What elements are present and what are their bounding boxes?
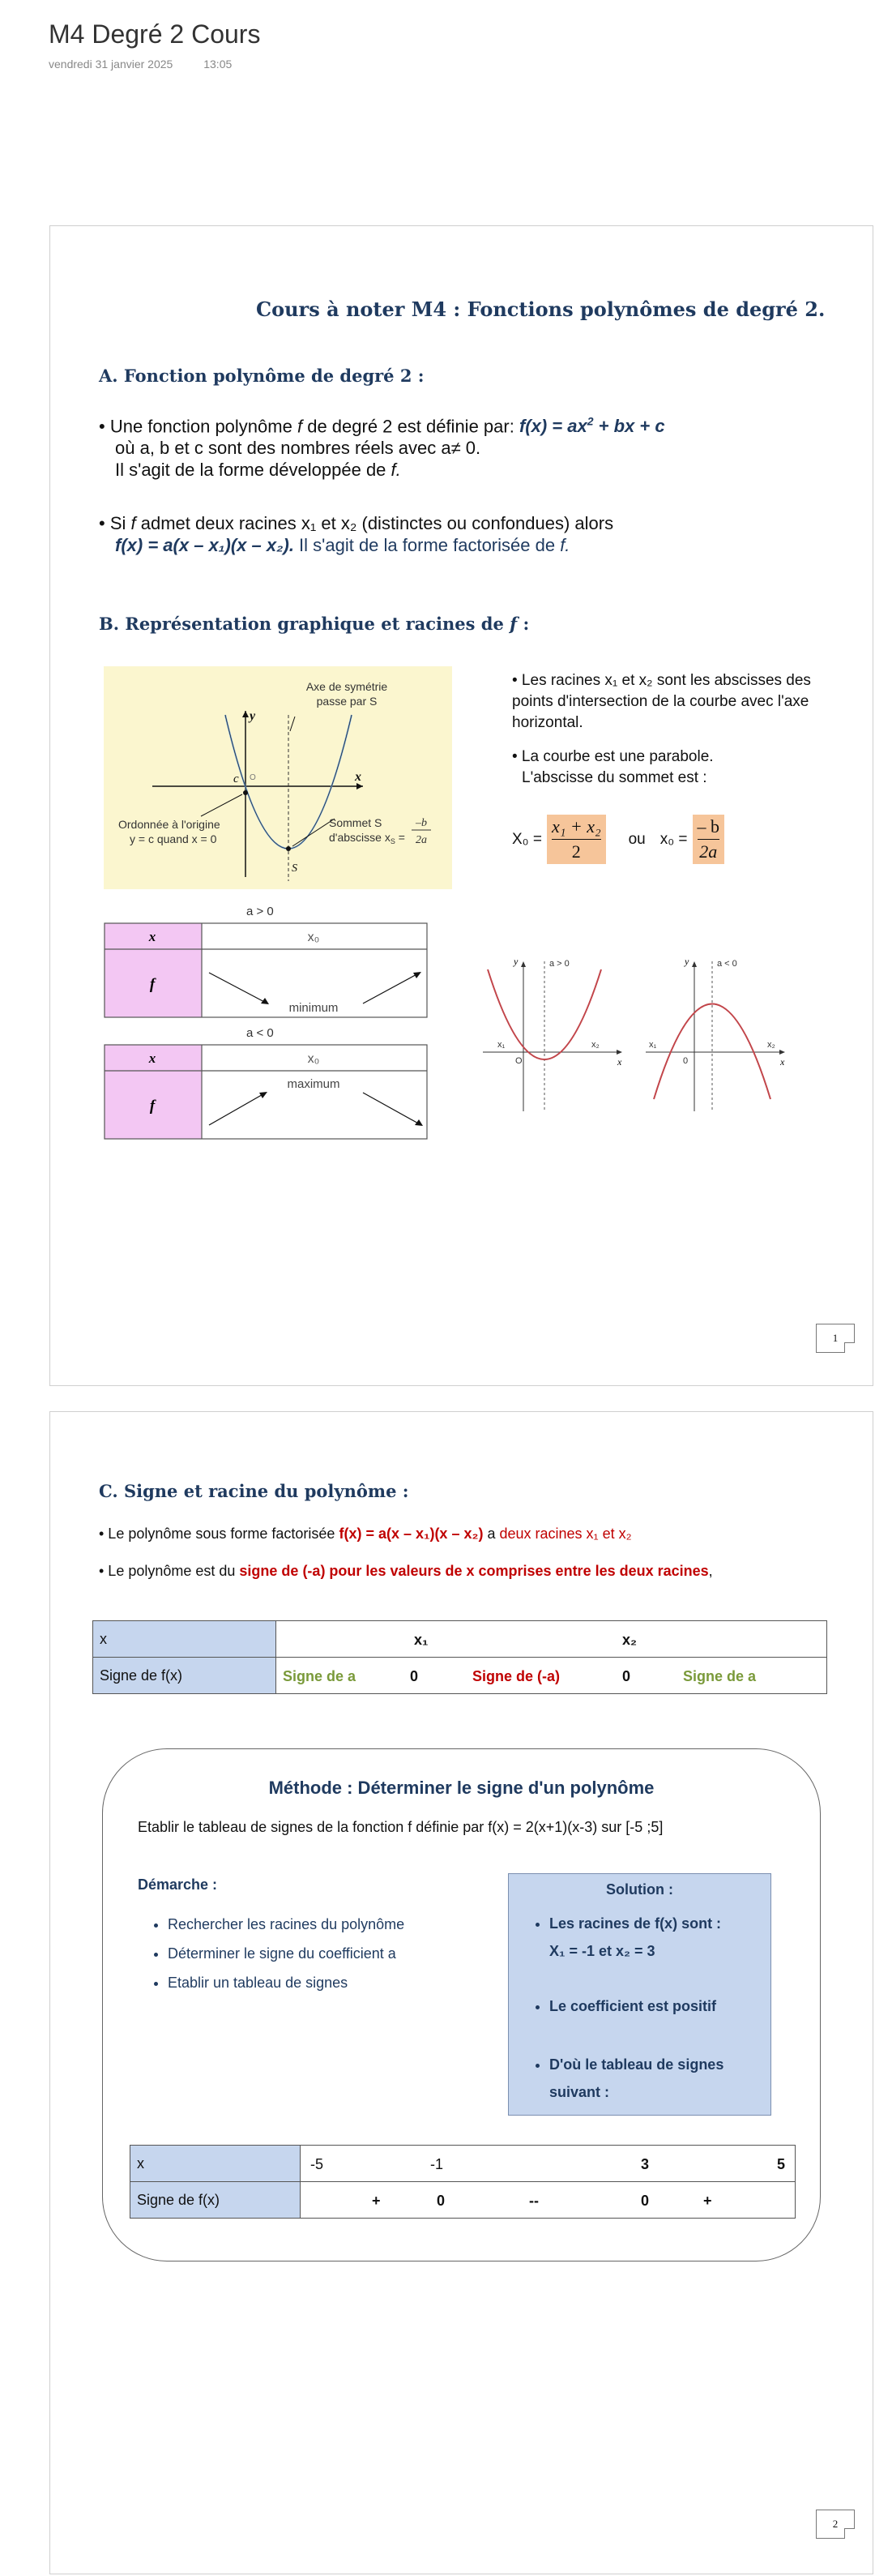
- svg-text:O: O: [250, 773, 256, 782]
- list-item: • D'où le tableau de signes suivant :: [549, 2051, 770, 2106]
- svg-text:x₂: x₂: [591, 1040, 600, 1050]
- svg-text:x₁: x₁: [497, 1040, 506, 1050]
- page-number-1: 1: [816, 1324, 855, 1353]
- svg-text:2a: 2a: [416, 834, 427, 846]
- text: x₀ =: [659, 830, 688, 848]
- page-1: [49, 225, 873, 1386]
- table-row: [93, 1621, 827, 1658]
- var-pos-x: x: [148, 929, 156, 944]
- cell: Signe de f(x): [93, 1658, 276, 1694]
- solution-title: Solution :: [606, 1881, 673, 1898]
- note-time: 13:05: [203, 58, 233, 71]
- var-neg-f: f: [149, 1098, 156, 1115]
- developed-formula: $f(x) = ax^2$ + bx + c: [519, 415, 665, 437]
- text: de degré 2 est définie par:: [302, 416, 519, 437]
- svg-text:x₁: x₁: [649, 1040, 657, 1050]
- cell: Signe de f(x): [130, 2182, 301, 2219]
- variation-caption-neg: a < 0: [246, 1026, 274, 1040]
- note-title[interactable]: M4 Degré 2 Cours: [49, 19, 261, 49]
- cell: x: [130, 2146, 301, 2182]
- note-header: [49, 19, 260, 71]
- var-pos-x0: x₀: [307, 931, 320, 944]
- page-2: [49, 1411, 873, 2574]
- text: ou: [628, 830, 646, 848]
- table-row: [93, 1658, 827, 1694]
- list-item: • Déterminer le signe du coefficient a: [168, 1939, 404, 1968]
- sommet-label: Sommet S d'abscisse $x_S$ =: [329, 816, 405, 845]
- svg-text:x₂: x₂: [767, 1040, 775, 1050]
- solution-steps: [549, 1910, 770, 2106]
- var-pos-f: f: [149, 976, 156, 993]
- vertex-formula-2: – b 2a: [693, 815, 725, 864]
- vertex-formulas: [512, 815, 724, 864]
- text: où a, b et c sont des nombres réels avec a≠ 0.: [115, 438, 481, 459]
- cell: x: [93, 1621, 276, 1658]
- list-item: • Rechercher les racines du polynôme: [168, 1910, 404, 1939]
- list-item: • Etablir un tableau de signes: [168, 1968, 404, 1997]
- variation-table-pos: [104, 922, 428, 1018]
- section-a-bullet-2: • Si f admet deux racines x₁ et x₂ (distinctes ou confondues) alors f(x) = a(x – x₁)(x – x₂). Il s'agit de la forme factorisée de f.: [99, 513, 614, 555]
- svg-text:y: y: [250, 709, 256, 723]
- page1-title: Cours à noter M4 : Fonctions polynômes de degré 2.: [256, 297, 826, 321]
- method-statement: Etablir le tableau de signes de la fonction f définie par f(x) = 2(x+1)(x-3) sur [-5 ;5]: [138, 1819, 664, 1835]
- svg-text:a > 0: a > 0: [549, 959, 570, 969]
- demarche-steps: [168, 1910, 404, 1997]
- general-sign-table: [92, 1620, 827, 1694]
- section-b-heading: B. Représentation graphique et racines de f :: [99, 614, 530, 634]
- cell: -5 -1 3 5: [301, 2146, 796, 2182]
- section-a-bullet-1: [99, 411, 828, 481]
- text: L'abscisse du sommet est :: [522, 769, 707, 786]
- ordonnee-label: Ordonnée à l'origine y = c quand x = 0: [118, 818, 220, 845]
- list-item: • Le coefficient est positif: [549, 1992, 770, 2020]
- variation-table-neg: [104, 1044, 428, 1140]
- svg-text:a < 0: a < 0: [717, 959, 737, 969]
- section-c-bullet-2: • Le polynôme est du signe de (-a) pour les valeurs de x comprises entre les deux racines,: [99, 1563, 713, 1579]
- var-neg-extremum: maximum: [287, 1077, 340, 1091]
- svg-text:0: 0: [683, 1056, 689, 1066]
- var-neg-x0: x₀: [307, 1052, 320, 1066]
- roots-explanation: [512, 670, 812, 789]
- text: f: [297, 416, 303, 437]
- svg-text:y: y: [514, 956, 519, 967]
- vertex-formula-1: x₁ + x₂ 2: [547, 815, 606, 864]
- variation-caption-pos: a > 0: [246, 905, 274, 918]
- method-box: [102, 1748, 821, 2261]
- section-c-heading: C. Signe et racine du polynôme :: [99, 1481, 409, 1501]
- svg-text:x: x: [780, 1056, 785, 1068]
- axis-symmetry-label: Axe de symétrie passe par S: [305, 680, 388, 708]
- note-date: vendredi 31 janvier 2025: [49, 58, 173, 71]
- plot-a-negative: [638, 953, 792, 1115]
- var-neg-x: x: [148, 1051, 156, 1066]
- parabola-svg: [104, 666, 452, 889]
- cell: + 0 -- 0 +: [301, 2182, 796, 2219]
- svg-text:S: S: [292, 862, 297, 875]
- page-number-2: 2: [816, 2510, 855, 2539]
- example-sign-table: [130, 2145, 796, 2219]
- section-c-bullet-1: • Le polynôme sous forme factorisée f(x) = a(x – x₁)(x – x₂) a deux racines x₁ et x₂: [99, 1525, 632, 1542]
- note-meta: [49, 58, 260, 71]
- svg-text:–b: –b: [416, 817, 427, 829]
- method-title: Méthode : Déterminer le signe d'un polynôme: [268, 1778, 655, 1798]
- cell: Signe de a 0 Signe de (-a) 0 Signe de a: [276, 1658, 827, 1694]
- svg-text:x: x: [355, 770, 361, 784]
- demarche-label: Démarche :: [138, 1876, 218, 1893]
- text: Il s'agit de la forme développée de f.: [115, 460, 401, 481]
- plot-a-positive: [475, 953, 629, 1115]
- solution-box: [508, 1873, 771, 2116]
- cell: x₁ x₂: [276, 1621, 827, 1658]
- text: • Une fonction polynôme: [99, 416, 297, 437]
- text: X₀ =: [512, 830, 542, 848]
- svg-text:O: O: [515, 1056, 523, 1066]
- table-row: [130, 2146, 796, 2182]
- text: • La courbe est une parabole.: [512, 748, 714, 765]
- annotated-parabola-graph: [104, 666, 452, 889]
- text: • Les racines x₁ et x₂ sont les abscisses des points d'intersection de la courbe avec l'axe horizontal.: [512, 672, 811, 731]
- factored-formula: f(x) = a(x – x₁)(x – x₂).: [115, 535, 294, 555]
- table-row: [130, 2182, 796, 2219]
- svg-text:y: y: [685, 956, 689, 967]
- svg-text:c: c: [233, 772, 239, 785]
- var-pos-extremum: minimum: [288, 1001, 339, 1015]
- svg-text:x: x: [617, 1056, 622, 1068]
- section-a-heading: A. Fonction polynôme de degré 2 :: [99, 366, 425, 386]
- list-item: • Les racines de f(x) sont : X₁ = -1 et x₂ = 3: [549, 1910, 770, 1965]
- factored-form-red: f(x) = a(x – x₁)(x – x₂): [339, 1525, 484, 1542]
